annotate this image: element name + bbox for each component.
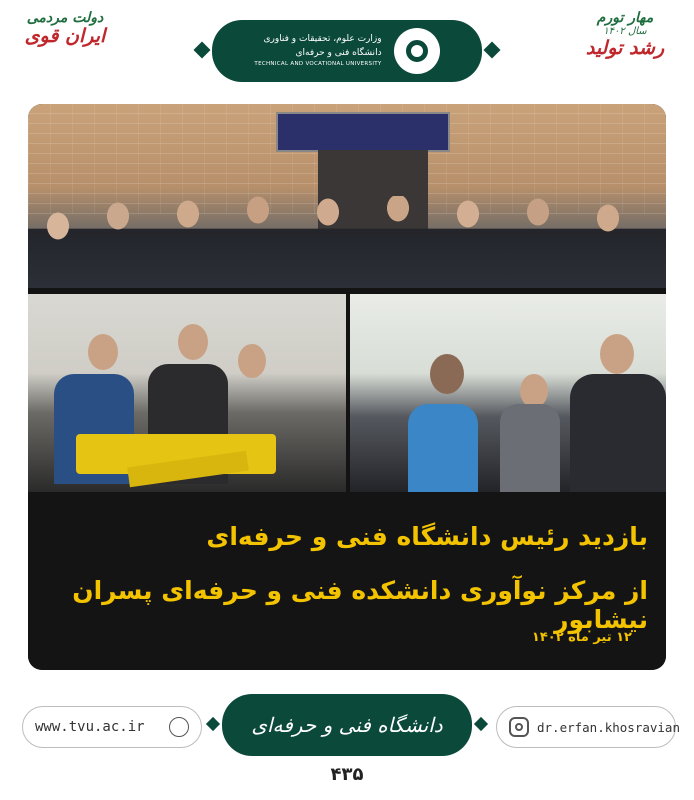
logo-english: TECHNICAL AND VOCATIONAL UNIVERSITY <box>254 61 382 68</box>
person-head <box>600 334 634 374</box>
group-photo <box>28 104 666 288</box>
page-number: ۴۳۵ <box>330 764 364 785</box>
university-logo <box>212 20 482 82</box>
footer-logo <box>222 694 472 756</box>
slogan-right <box>570 10 680 59</box>
person-head <box>238 344 266 378</box>
person-head <box>520 374 548 408</box>
footer-logo-text: دانشگاه فنی و حرفه‌ای <box>251 713 443 737</box>
person-head <box>88 334 118 370</box>
signboard <box>276 112 450 152</box>
workshop-photo-right <box>350 294 666 492</box>
slogan-left-line2: ایران قوی <box>24 25 106 48</box>
globe-icon <box>169 717 189 737</box>
person-head <box>430 354 464 394</box>
person-body <box>500 404 560 492</box>
person-blue-shirt <box>408 404 478 492</box>
person-head <box>178 324 208 360</box>
person-body <box>570 374 666 492</box>
university-emblem-icon <box>394 28 440 74</box>
workshop-photo-left <box>28 294 346 492</box>
logo-text <box>254 33 381 68</box>
website-text: www.tvu.ac.ir <box>35 719 145 735</box>
instagram-link[interactable] <box>496 706 680 748</box>
logo-line2: دانشگاه فنی و حرفه‌ای <box>295 47 382 58</box>
instagram-icon <box>509 717 529 737</box>
instagram-handle: dr.erfan.khosravian <box>537 719 680 735</box>
headline-line1: بازدید رئیس دانشگاه فنی و حرفه‌ای <box>206 522 648 551</box>
headline-line2: از مرکز نوآوری دانشکده فنی و حرفه‌ای پسران نیشابور <box>72 576 648 634</box>
slogan-right-year: سال ۱۴۰۲ <box>603 26 647 38</box>
slogan-left <box>10 10 120 48</box>
group-of-people <box>28 196 666 288</box>
news-card <box>28 104 666 670</box>
logo-line1: وزارت علوم، تحقیقات و فناوری <box>263 34 382 45</box>
website-link[interactable] <box>22 706 202 748</box>
header <box>0 0 694 100</box>
headline-date: ۱۲ تیر ماه ۱۴۰۲ <box>531 630 632 645</box>
headline-block <box>28 492 666 670</box>
slogan-right-line1: مهار تورم <box>596 10 654 26</box>
slogan-left-line1: دولت مردمی <box>26 10 104 26</box>
slogan-right-line2: رشد تولید <box>585 36 665 59</box>
